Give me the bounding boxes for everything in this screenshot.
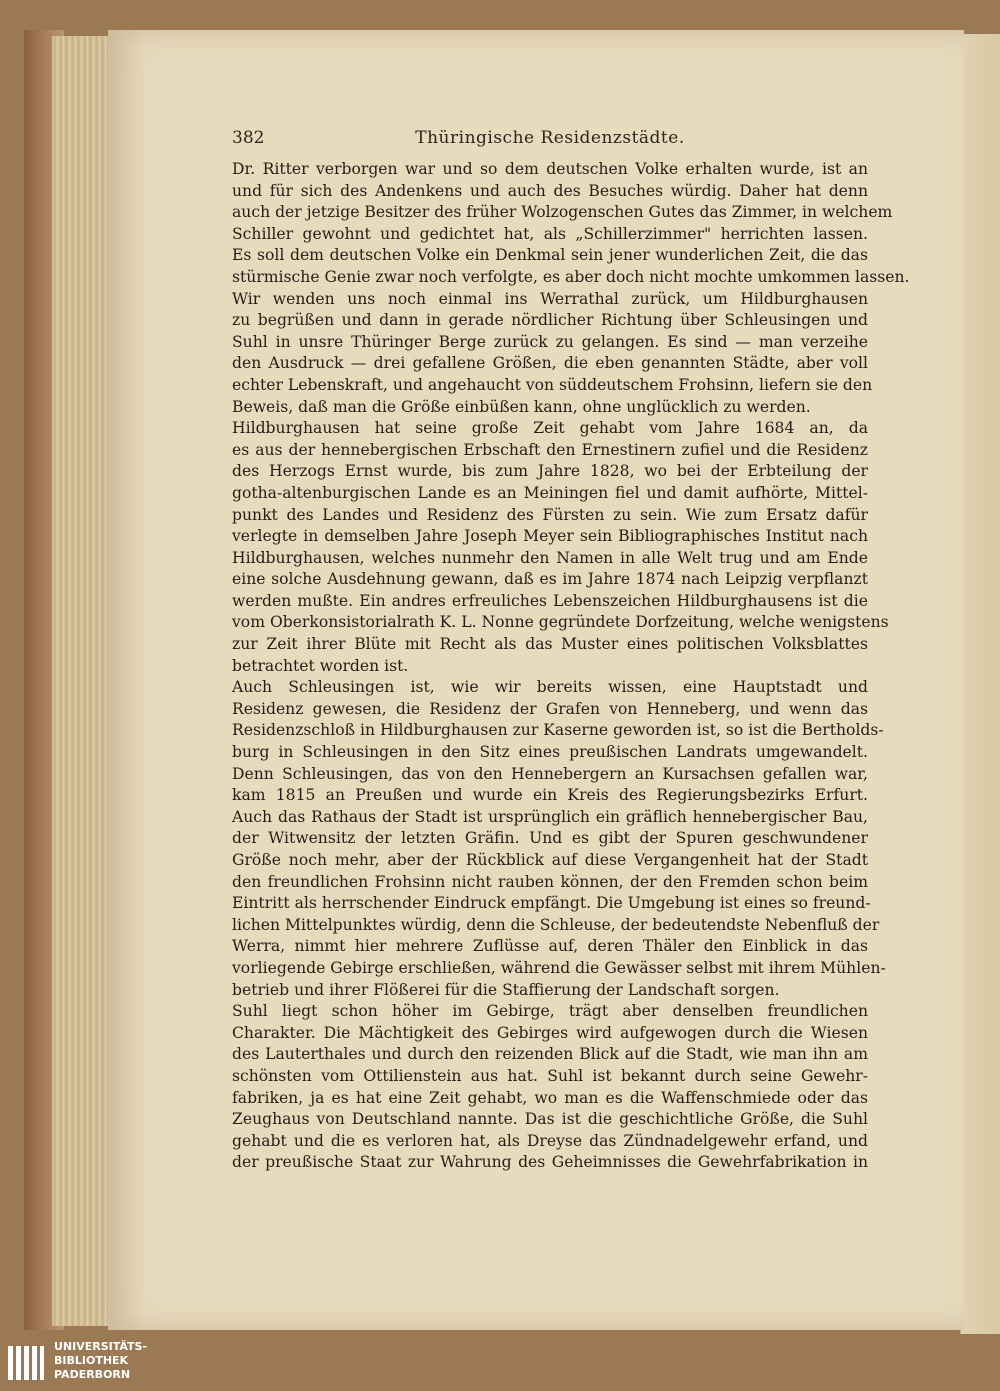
text-line: Schiller gewohnt und gedichtet hat, als „Schillerzimmer" herrichten lassen. [232, 224, 868, 243]
text-line: Größe noch mehr, aber der Rückblick auf diese Vergangenheit hat der Stadt [232, 851, 868, 869]
library-logo-icon [6, 1342, 46, 1384]
text-line: verlegte in demselben Jahre Joseph Meyer sein Bibliographisches Institut nach [232, 527, 868, 546]
text-line: vom Oberkonsistorialrath K. L. Nonne gegründete Dorfzeitung, welche wenigstens [232, 613, 889, 632]
page-number: 382 [232, 128, 265, 148]
text-line: Eintritt als herrschender Eindruck empfängt. Die Umgebung ist eines so freund- [232, 894, 871, 913]
text-line: schönsten vom Ottilienstein aus hat. Suhl ist bekannt durch seine Gewehr- [232, 1066, 868, 1085]
text-line: Auch das Rathaus der Stadt ist ursprünglich ein gräflich hennebergischer Bau, [232, 807, 868, 826]
text-line: Suhl liegt schon höher im Gebirge, trägt aber denselben freundlichen [232, 1002, 868, 1021]
text-line: Beweis, daß man die Größe einbüßen kann, ohne unglücklich zu werden. [232, 397, 811, 416]
text-line: zu begrüßen und dann in gerade nördlicher Richtung über Schleusingen und [232, 311, 868, 330]
logo-line-3: PADERBORN [54, 1368, 131, 1381]
text-line: Zeughaus von Deutschland nannte. Das ist die geschichtliche Größe, die Suhl [232, 1110, 868, 1129]
text-line: des Lauterthales und durch den reizenden Blick auf die Stadt, wie man ihn am [232, 1045, 868, 1064]
text-line: punkt des Landes und Residenz des Fürsten zu sein. Wie zum Ersatz dafür [232, 505, 868, 524]
text-line: gehabt und die es verloren hat, als Dreyse das Zündnadelgewehr erfand, und [232, 1131, 868, 1150]
text-line: kam 1815 an Preußen und wurde ein Kreis des Regierungsbezirks Erfurt. [232, 786, 868, 805]
text-line: es aus der hennebergischen Erbschaft den Ernestinern zufiel und die Residenz [232, 440, 868, 459]
logo-line-1: UNIVERSITÄTS- [54, 1340, 148, 1353]
text-line: betrachtet worden ist. [232, 656, 409, 675]
text-line: burg in Schleusingen in den Sitz eines preußischen Landrats umgewandelt. [232, 743, 868, 762]
text-line: gotha-altenburgischen Lande es an Meiningen fiel und damit aufhörte, Mittel- [232, 483, 868, 502]
library-logo-text [54, 1340, 147, 1382]
text-line: Denn Schleusingen, das von den Hennebergern an Kursachsen gefallen war, [232, 764, 868, 783]
text-line: eine solche Ausdehnung gewann, daß es im Jahre 1874 nach Leipzig verpflanzt [232, 570, 868, 589]
text-line: werden mußte. Ein andres erfreuliches Lebenszeichen Hildburghausens ist die [232, 591, 868, 610]
body-text [232, 159, 910, 1174]
running-title: Thüringische Residenzstädte. [415, 128, 685, 148]
text-line: fabriken, ja es hat eine Zeit gehabt, wo man es die Waffenschmiede oder das [232, 1088, 868, 1107]
text-line: stürmische Genie zwar noch verfolgte, es aber doch nicht mochte umkommen lassen. [232, 267, 910, 286]
text-line: Es soll dem deutschen Volke ein Denkmal sein jener wunderlichen Zeit, die das [232, 246, 868, 265]
text-line: Residenzschloß in Hildburghausen zur Kaserne geworden ist, so ist die Bertholds- [232, 721, 884, 740]
text-line: betrieb und ihrer Flößerei für die Staffierung der Landschaft sorgen. [232, 980, 780, 999]
text-line: Suhl in unsre Thüringer Berge zurück zu gelangen. Es sind — man verzeihe [232, 332, 868, 351]
text-line: Werra, nimmt hier mehrere Zuflüsse auf, deren Thäler den Einblick in das [232, 937, 868, 956]
library-logo [6, 1336, 146, 1388]
text-line: Wir wenden uns noch einmal ins Werrathal zurück, um Hildburghausen [232, 289, 868, 308]
text-line: und für sich des Andenkens und auch des Besuches würdig. Daher hat denn [232, 181, 868, 200]
text-line: vorliegende Gebirge erschließen, während die Gewässer selbst mit ihrem Mühlen- [232, 958, 886, 977]
text-line: Charakter. Die Mächtigkeit des Gebirges wird aufgewogen durch die Wiesen [232, 1023, 868, 1042]
page-header [232, 128, 868, 152]
text-line: Auch Schleusingen ist, wie wir bereits wissen, eine Hauptstadt und [232, 678, 868, 697]
text-line: Hildburghausen hat seine große Zeit gehabt vom Jahre 1684 an, da [232, 419, 868, 438]
text-line: den freundlichen Frohsinn nicht rauben können, der den Fremden schon beim [232, 872, 868, 891]
text-line: der preußische Staat zur Wahrung des Geheimnisses die Gewehrfabrikation in [232, 1153, 868, 1172]
text-line: Residenz gewesen, die Residenz der Grafen von Henneberg, und wenn das [232, 699, 868, 718]
text-line: Dr. Ritter verborgen war und so dem deutschen Volke erhalten wurde, ist an [232, 160, 868, 178]
text-line: der Witwensitz der letzten Gräfin. Und es gibt der Spuren geschwundener [232, 829, 868, 848]
text-line: auch der jetzige Besitzer des früher Wolzogenschen Gutes das Zimmer, in welchem [232, 203, 893, 222]
text-line: Hildburghausen, welches nunmehr den Namen in alle Welt trug und am Ende [232, 548, 868, 567]
facing-page-edge [960, 34, 1000, 1334]
logo-line-2: BIBLIOTHEK [54, 1354, 129, 1367]
text-line: echter Lebenskraft, und angehaucht von süddeutschem Frohsinn, liefern sie den [232, 375, 873, 394]
text-line: den Ausdruck — drei gefallene Größen, die eben genannten Städte, aber voll [232, 354, 868, 373]
text-line: des Herzogs Ernst wurde, bis zum Jahre 1828, wo bei der Erbteilung der [232, 462, 868, 481]
text-line: lichen Mittelpunktes würdig, denn die Schleuse, der bedeutendste Nebenfluß der [232, 915, 880, 934]
text-line: zur Zeit ihrer Blüte mit Recht als das Muster eines politischen Volksblattes [232, 635, 868, 654]
